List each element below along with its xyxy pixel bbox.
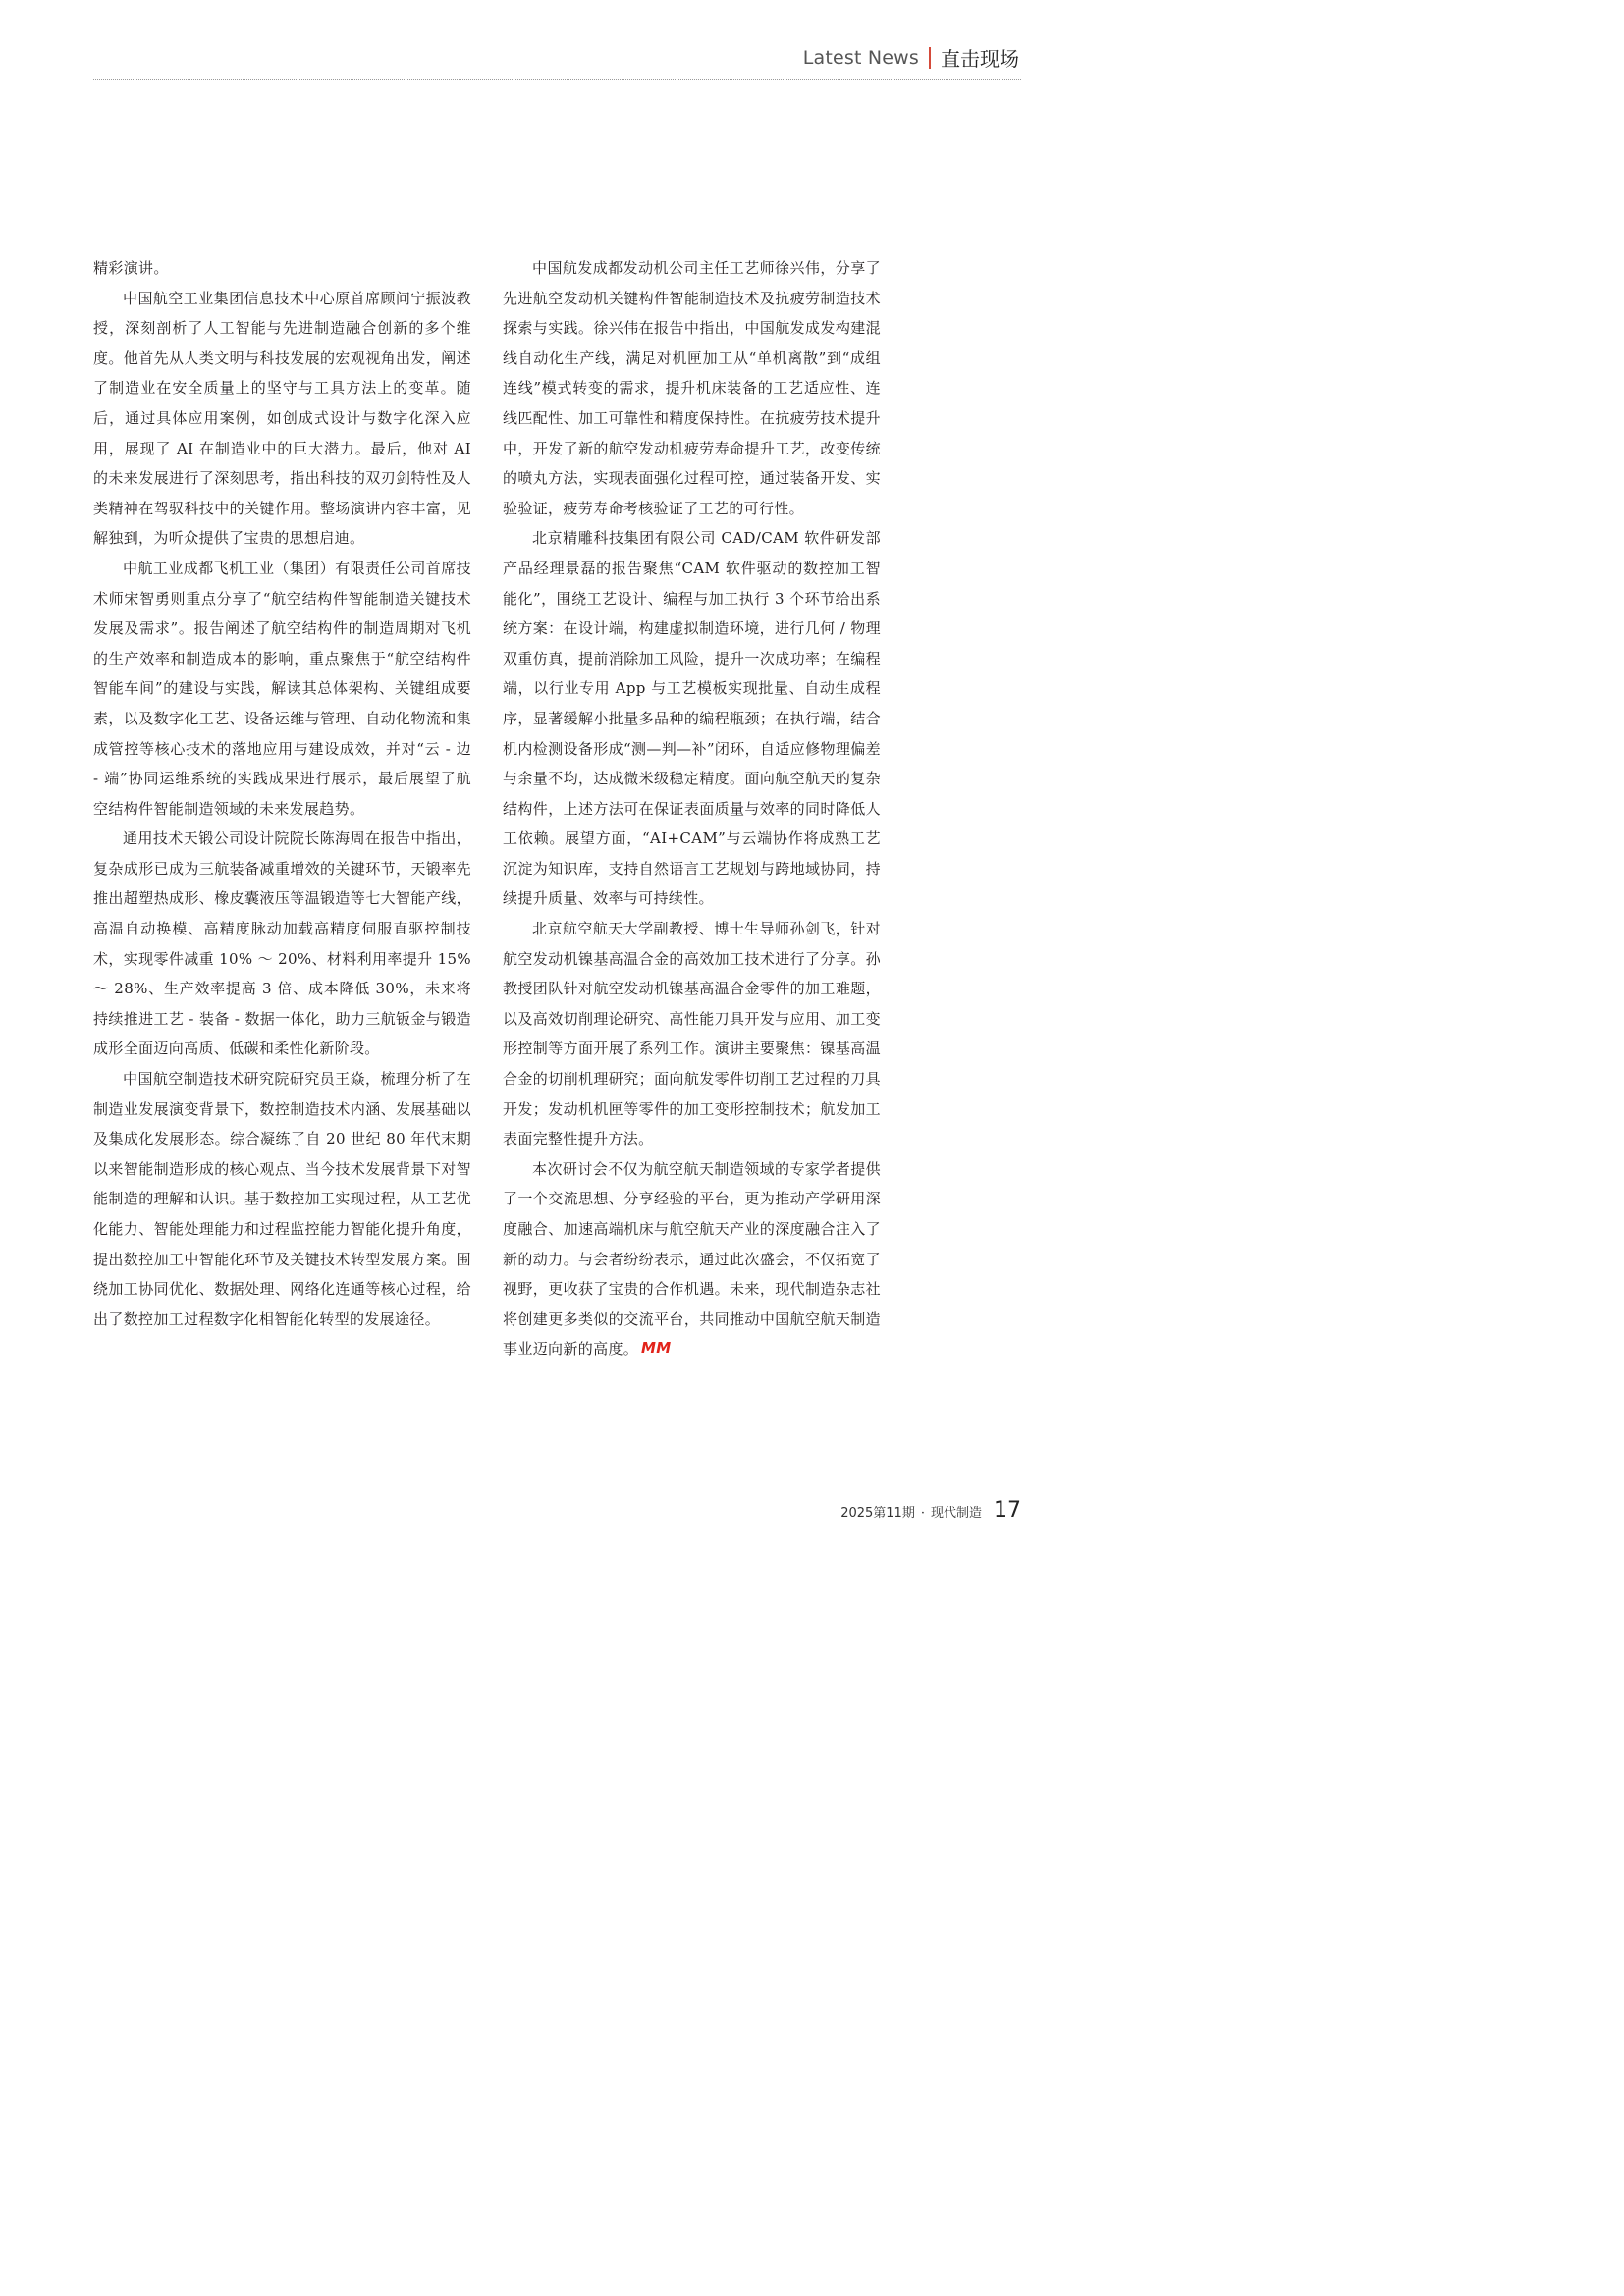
issue-label: 2025第11期 bbox=[840, 1506, 915, 1521]
right-column bbox=[503, 253, 881, 1364]
paragraph: 中国航空工业集团信息技术中心原首席顾问宁振波教授，深刻剖析了人工智能与先进制造融合创新的多个维度。他首先从人类文明与科技发展的宏观视角出发，阐述了制造业在安全质量上的坚守与工具方法上的变革。随后，通过具体应用案例，如创成式设计与数字化深入应用，展现了 AI 在制造业中的巨大潜力。最后，他对 AI 的未来发展进行了深刻思考，指出科技的双刃剑特性及人类精神在驾驭科技中的关键作用。整场演讲内容丰富，见解独到，为听众提供了宝贵的思想启迪。 bbox=[93, 289, 471, 548]
paragraph: 通用技术天锻公司设计院院长陈海周在报告中指出，复杂成形已成为三航装备减重增效的关键环节，天锻率先推出超塑热成形、橡皮囊液压等温锻造等七大智能产线，高温自动换模、高精度脉动加载高精度伺服直驱控制技术，实现零件减重 10% ～ 20%、材料利用率提升 15% ～ 28%、生产效率提高 3 倍、成本降低 30%，未来将持续推进工艺 - 装备 - 数据一体化，助力三航钣金与锻造成形全面迈向高质、低碳和柔性化新阶段。 bbox=[93, 829, 471, 1058]
section-title-en: Latest News bbox=[802, 46, 919, 69]
header-rule bbox=[93, 79, 1021, 80]
magazine-name: 现代制造 bbox=[930, 1506, 982, 1521]
left-column bbox=[93, 253, 471, 1334]
paragraph: 精彩演讲。 bbox=[93, 259, 169, 277]
page-footer bbox=[840, 1498, 1021, 1522]
header-separator bbox=[929, 47, 931, 69]
mm-end-mark-icon bbox=[641, 1340, 678, 1355]
paragraph bbox=[503, 1154, 881, 1364]
footer-separator: · bbox=[920, 1506, 925, 1521]
paragraph: 北京精雕科技集团有限公司 CAD/CAM 软件研发部产品经理景磊的报告聚焦“CAM 软件驱动的数控加工智能化”，围绕工艺设计、编程与加工执行 3 个环节给出系统方案：在设计端，构建虚拟制造环境，进行几何 / 物理双重仿真，提前消除加工风险，提升一次成功率；在编程端，以行业专用 App 与工艺模板实现批量、自动生成程序，显著缓解小批量多品种的编程瓶颈；在执行端，结合机内检测设备形成“测—判—补”闭环，自适应修物理偏差与余量不均，达成微米级稳定精度。面向航空航天的复杂结构件，上述方法可在保证表面质量与效率的同时降低人工依赖。展望方面，“AI+CAM”与云端协作将成熟工艺沉淀为知识库，支持自然语言工艺规划与跨地域协同，持续提升质量、效率与可持续性。 bbox=[503, 529, 881, 908]
page-number: 17 bbox=[994, 1498, 1021, 1522]
mm-end-mark-text: MM bbox=[641, 1340, 672, 1356]
paragraph: 北京航空航天大学副教授、博士生导师孙剑飞，针对航空发动机镍基高温合金的高效加工技术进行了分享。孙教授团队针对航空发动机镍基高温合金零件的加工难题，以及高效切削理论研究、高性能刀具开发与应用、加工变形控制等方面开展了系列工作。演讲主要聚焦：镍基高温合金的切削机理研究；面向航发零件切削工艺过程的刀具开发；发动机机匣等零件的加工变形控制技术；航发加工表面完整性提升方法。 bbox=[503, 920, 881, 1148]
paragraph: 中国航空制造技术研究院研究员王焱，梳理分析了在制造业发展演变背景下，数控制造技术内涵、发展基础以及集成化发展形态。综合凝练了自 20 世纪 80 年代末期以来智能制造形成的核心观点、当今技术发展背景下对智能制造的理解和认识。基于数控加工实现过程，从工艺优化能力、智能处理能力和过程监控能力智能化提升角度，提出数控加工中智能化环节及关键技术转型发展方案。围绕加工协同优化、数据处理、网络化连通等核心过程，给出了数控加工过程数字化相智能化转型的发展途径。 bbox=[93, 1070, 471, 1328]
paragraph: 中航工业成都飞机工业（集团）有限责任公司首席技术师宋智勇则重点分享了“航空结构件智能制造关键技术发展及需求”。报告阐述了航空结构件的制造周期对飞机的生产效率和制造成本的影响，重点聚焦于“航空结构件智能车间”的建设与实践，解读其总体架构、关键组成要素，以及数字化工艺、设备运维与管理、自动化物流和集成管控等核心技术的落地应用与建设成效，并对“云 - 边 - 端”协同运维系统的实践成果进行展示，最后展望了航空结构件智能制造领域的未来发展趋势。 bbox=[93, 559, 471, 818]
section-title-cn: 直击现场 bbox=[941, 47, 1019, 71]
paragraph-text: 本次研讨会不仅为航空航天制造领域的专家学者提供了一个交流思想、分享经验的平台，更为推动产学研用深度融合、加速高端机床与航空航天产业的深度融合注入了新的动力。与会者纷纷表示，通过此次盛会，不仅拓宽了视野，更收获了宝贵的合作机遇。未来，现代制造杂志社将创建更多类似的交流平台，共同推动中国航空航天制造事业迈向新的高度。 bbox=[503, 1159, 881, 1359]
paragraph: 中国航发成都发动机公司主任工艺师徐兴伟，分享了先进航空发动机关键构件智能制造技术及抗疲劳制造技术探索与实践。徐兴伟在报告中指出，中国航发成发构建混线自动化生产线，满足对机匣加工从“单机离散”到“成组连线”模式转变的需求，提升机床装备的工艺适应性、连线匹配性、加工可靠性和精度保持性。在抗疲劳技术提升中，开发了新的航空发动机疲劳寿命提升工艺，改变传统的喷丸方法，实现表面强化过程可控，通过装备开发、实验验证，疲劳寿命考核验证了工艺的可行性。 bbox=[503, 259, 881, 517]
section-header bbox=[803, 43, 1019, 72]
